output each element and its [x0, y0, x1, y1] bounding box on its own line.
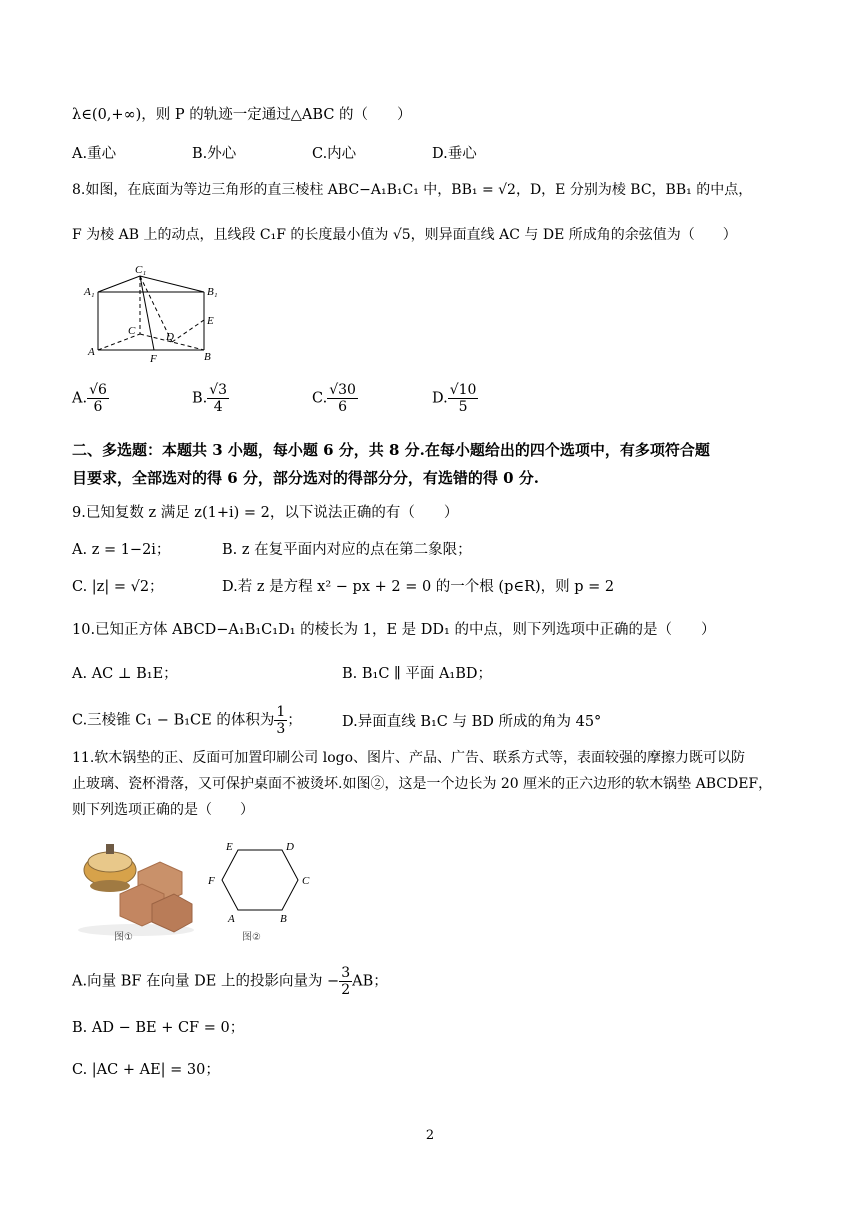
q8-stem-line1: 8.如图，在底面为等边三角形的直三棱柱 ABC−A₁B₁C₁ 中，BB₁ = √2，D，E 分别为棱 BC，BB₁ 的中点，	[72, 182, 753, 198]
q10-option-c: C.三棱锥 C₁ − B₁CE 的体积为 $\frac{1}{3}$ ；	[72, 704, 302, 737]
q11-stem-line2: 止玻璃、瓷杯滑落，又可保护桌面不被烫坏.如图②，这是一个边长为 20 厘米的正六边形的软木锅垫 ABCDEF，	[72, 776, 773, 792]
hex-label-f: F	[208, 875, 215, 887]
q9-stem: 9.已知复数 z 满足 z(1+i) = 2，以下说法正确的有（ ）	[72, 505, 459, 521]
hex-label-c: C	[302, 875, 310, 887]
section2-heading-line2: 目要求，全部选对的得 6 分，部分选对的得部分分，有选错的得 0 分.	[72, 469, 539, 487]
q9-option-c: C. |z| = √2；	[72, 579, 164, 595]
hexagon-abcdef	[222, 850, 298, 910]
q11-option-a: A.向量 BF 在向量 DE 上的投影向量为 − $\frac{3}{2}$ AB；	[72, 965, 388, 998]
q8-stem-line2: F 为棱 AB 上的动点，且线段 C₁F 的长度最小值为 √5，则异面直线 AC 与 DE 所成角的余弦值为（ ）	[72, 227, 737, 243]
q10-stem: 10.已知正方体 ABCD−A₁B₁C₁D₁ 的棱长为 1，E 是 DD₁ 的中点，则下列选项中正确的是（ ）	[72, 622, 716, 638]
label-c1: C₁	[135, 264, 147, 276]
label-e: E	[207, 315, 214, 327]
prism-top-face	[98, 276, 204, 292]
section2-heading-line1: 二、多选题：本题共 3 小题，每小题 6 分，共 8 分.在每小题给出的四个选项中，有多项符合题	[72, 441, 710, 459]
fig2-caption: 图②	[242, 932, 261, 943]
q11-stem-line1: 11.软木锅垫的正、反面可加置印刷公司 logo、图片、产品、广告、联系方式等，表面较强的摩擦力既可以防	[72, 750, 746, 766]
label-b: B	[204, 351, 211, 363]
prism-figure	[80, 262, 230, 366]
hex-label-d: D	[286, 841, 294, 853]
q7-option-a: A.重心	[72, 146, 117, 162]
q7-option-b: B.外心	[192, 146, 237, 162]
q9-option-b: B. z 在复平面内对应的点在第二象限；	[222, 542, 472, 558]
q7-option-c: C.内心	[312, 146, 357, 162]
q7-continuation: λ∈(0,+∞)，则 P 的轨迹一定通过△ABC 的（ ）	[72, 107, 412, 123]
coaster-photo	[76, 832, 196, 944]
q8-option-a: A. $\frac{√6}{6}$	[72, 382, 107, 415]
label-c: C	[128, 325, 136, 337]
hex-label-b: B	[280, 913, 287, 925]
q8-option-d: D. $\frac{√10}{5}$	[432, 382, 477, 415]
page-number: 2	[425, 1128, 435, 1143]
q11-option-b: B. AD − BE + CF = 0；	[72, 1020, 245, 1036]
q11-stem-line3: 则下列选项正确的是（ ）	[72, 802, 254, 818]
label-b1: B₁	[207, 286, 218, 298]
q10-option-a: A. AC ⊥ B₁E；	[72, 666, 178, 682]
q9-option-d: D.若 z 是方程 x² − px + 2 = 0 的一个根 (p∈R)，则 p = 2	[222, 579, 615, 595]
label-a: A	[88, 346, 95, 358]
label-f: F	[150, 353, 157, 365]
q8-option-b: B. $\frac{√3}{4}$	[192, 382, 228, 415]
hexagon-figure	[200, 836, 320, 944]
q7-option-d: D.垂心	[432, 146, 477, 162]
hex-label-e: E	[226, 841, 233, 853]
q9-option-a: A. z = 1−2i；	[72, 542, 171, 558]
hex-label-a: A	[228, 913, 235, 925]
label-a1: A₁	[84, 286, 95, 298]
fig1-caption: 图①	[114, 932, 133, 943]
q8-option-c: C. $\frac{√30}{6}$	[312, 382, 356, 415]
q10-option-d: D.异面直线 B₁C 与 BD 所成的角为 45°	[342, 714, 602, 730]
q10-option-b: B. B₁C ∥ 平面 A₁BD；	[342, 666, 493, 682]
q11-option-c: C. |AC + AE| = 30；	[72, 1062, 220, 1078]
label-d: D	[166, 331, 174, 343]
